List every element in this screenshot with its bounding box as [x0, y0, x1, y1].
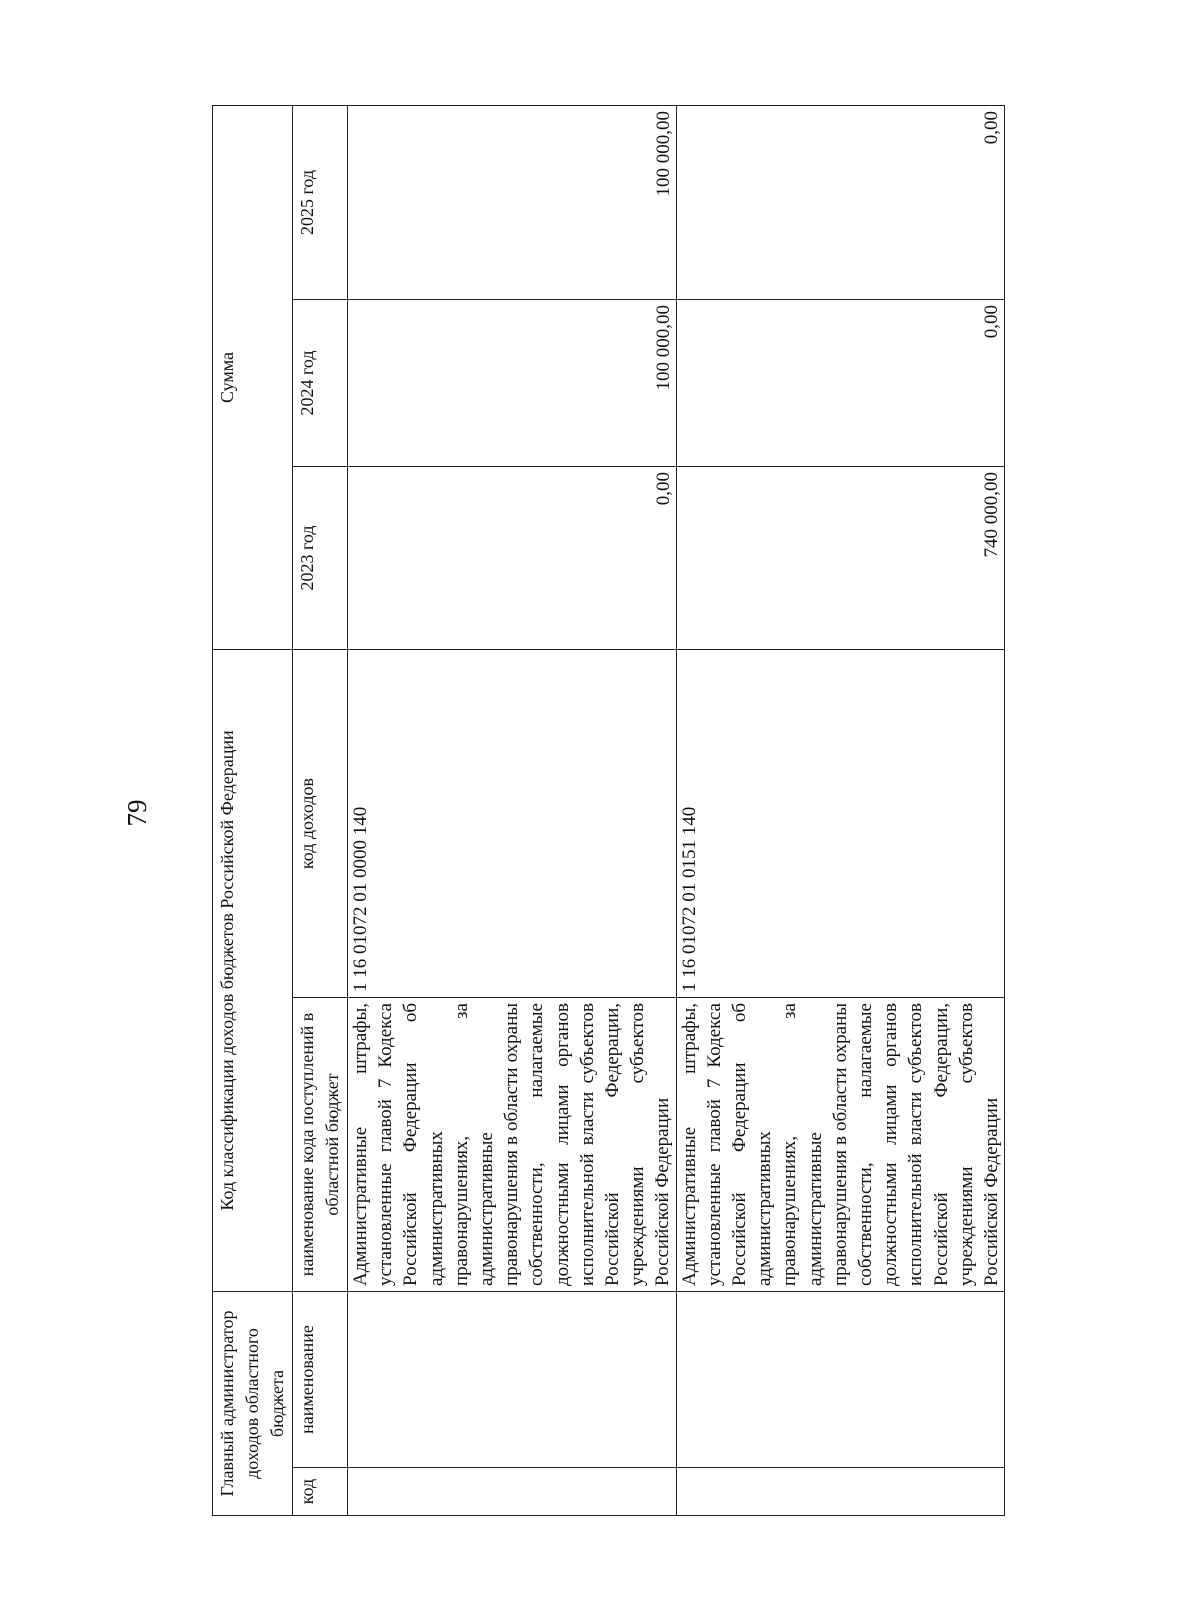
- admin-group-header: Главный администратор доходов областного бюджета: [213, 1292, 293, 1516]
- sum-group-header: Сумма: [213, 106, 293, 650]
- table-row: [676, 106, 1005, 1516]
- admin-code-header: код: [293, 1468, 348, 1516]
- year-2023-header: 2023 год: [293, 467, 348, 650]
- admin-code-cell: [348, 1468, 677, 1516]
- admin-name-cell: [348, 1292, 677, 1468]
- year-2025-header: 2025 год: [293, 106, 348, 300]
- sum-2025-cell: 0,00: [676, 106, 1005, 300]
- sum-2023-cell: 0,00: [348, 467, 677, 650]
- year-2024-header: 2024 год: [293, 300, 348, 467]
- income-name-header: наименование кода поступлений в областной бюджет: [293, 998, 348, 1292]
- table-row: [348, 106, 677, 1516]
- page-number: 79: [122, 799, 152, 827]
- admin-code-cell: [676, 1468, 1005, 1516]
- admin-name-cell: [676, 1292, 1005, 1468]
- admin-name-header: наименование: [293, 1292, 348, 1468]
- sum-2023-cell: 740 000,00: [676, 467, 1005, 650]
- income-code-cell: 1 16 01072 01 0151 140: [676, 650, 1005, 998]
- income-code-header: код доходов: [293, 650, 348, 998]
- income-table: [212, 105, 1005, 1516]
- income-code-cell: 1 16 01072 01 0000 140: [348, 650, 677, 998]
- sum-2025-cell: 100 000,00: [348, 106, 677, 300]
- rotated-table-container: [212, 106, 1003, 1516]
- sum-2024-cell: 0,00: [676, 300, 1005, 467]
- income-name-cell: Административные штрафы, установленные главой 7 Кодекса Российской Федерации об административных правонарушениях, за административные правонарушения в области охраны собственности, налагаемые должностными лицами органов исполнительной власти субъектов Российской Федерации, учреждениями субъектов Российской Федерации: [348, 998, 677, 1292]
- income-name-cell: Административные штрафы, установленные главой 7 Кодекса Российской Федерации об административных правонарушениях, за административные правонарушения в области охраны собственности, налагаемые должностными лицами органов исполнительной власти субъектов Российской Федерации, учреждениями субъектов Российской Федерации: [676, 998, 1005, 1292]
- sum-2024-cell: 100 000,00: [348, 300, 677, 467]
- classification-group-header: Код классификации доходов бюджетов Российской Федерации: [213, 650, 293, 1292]
